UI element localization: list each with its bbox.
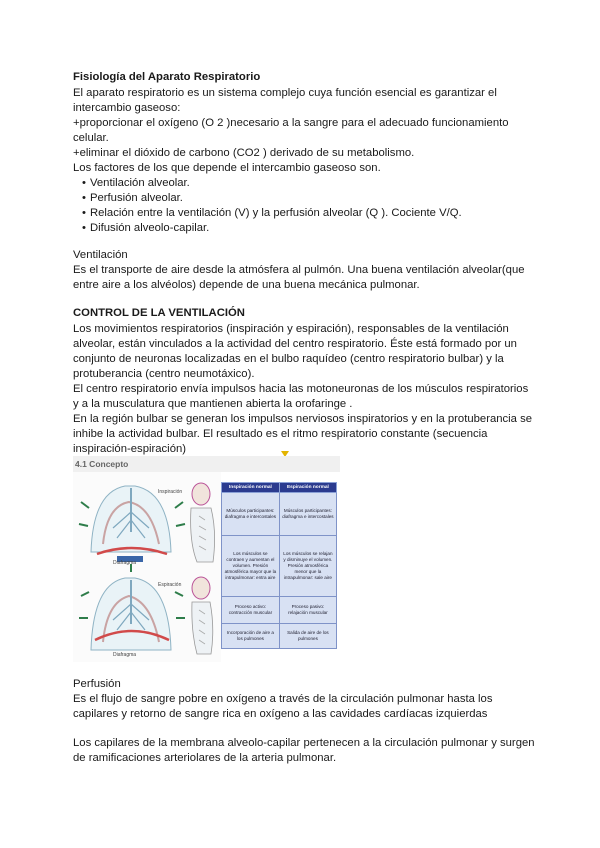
table-header-cell: Inspiración normal (222, 483, 280, 493)
intro-line: celular. (73, 132, 109, 144)
control-line: y a la musculatura que mantienen abierta la orofaringe . (73, 398, 353, 410)
intro-line: intercambio gaseoso: (73, 102, 181, 114)
table-row (222, 597, 337, 624)
factor-list-item: • Relación entre la ventilación (V) y la perfusión alveolar (Q ). Cociente V/Q. (82, 206, 462, 221)
intro-line: Los factores de los que depende el intercambio gaseoso son. (73, 162, 381, 174)
inspiration-label: Inspiración (158, 489, 183, 495)
diaphragm-label: Diafragma (113, 652, 137, 658)
ventilacion-heading: Ventilación (73, 249, 128, 261)
table-cell: Proceso activo: contracción muscular (222, 597, 280, 624)
thorax-illustration (73, 472, 221, 662)
control-line: inhibe la actividad bulbar. El resultado es el ritmo respiratorio constante (secuencia (73, 428, 488, 440)
respiration-figure (73, 456, 338, 661)
perfusion-line: Es el flujo de sangre pobre en oxígeno a través de la circulación pulmonar hasta los (73, 693, 493, 705)
ventilacion-line: Es el transporte de aire desde la atmósfera al pulmón. Una buena ventilación alveolar(que (73, 264, 525, 276)
factor-list-item: • Perfusión alveolar. (82, 191, 183, 206)
table-cell: Proceso pasivo: relajación muscular (279, 597, 336, 624)
intro-line: +eliminar el dióxido de carbono (CO2 ) derivado de su metabolismo. (73, 147, 415, 159)
table-cell: Incorporación de aire a los pulmones (222, 624, 280, 649)
table-header-cell: Espiración normal (279, 483, 336, 493)
table-cell: Músculos participantes: diafragma e intercostales (279, 493, 336, 536)
table-cell: Salida de aire de los pulmones (279, 624, 336, 649)
inspiration-expiration-table (221, 482, 337, 649)
capilares-line: Los capilares de la membrana alveolo-capilar pertenecen a la circulación pulmonar y surgen (73, 737, 535, 749)
diaphragm-label: Diafragma (113, 560, 137, 566)
expiration-label: Espiración (158, 582, 182, 588)
table-cell: Los músculos se relajan y disminuye el volumen. Presión atmosférica menor que la intrapulmonar: sale aire (279, 536, 336, 597)
table-row (222, 624, 337, 649)
control-line: El centro respiratorio envía impulsos hacia las motoneuronas de los músculos respiratorios (73, 383, 529, 395)
capilares-line: de ramificaciones arteriolares de la arteria pulmonar. (73, 752, 337, 764)
table-header-row (222, 483, 337, 493)
document-title: Fisiología del Aparato Respiratorio (73, 71, 261, 83)
factor-list-item: • Ventilación alveolar. (82, 176, 190, 191)
control-line: protuberancia (centro neumotáxico). (73, 368, 255, 380)
control-line: alveolar, están vinculados a la actividad del centro respiratorio. Éste está formado por un (73, 338, 517, 350)
table-cell: Músculos participantes: diafragma e intercostales (222, 493, 280, 536)
perfusion-line: capilares y retorno de sangre rica en oxígeno a las cavidades cardíacas izquierdas (73, 708, 488, 720)
control-line: Los movimientos respiratorios (inspiración y espiración), responsables de la ventilación (73, 323, 509, 335)
ventilacion-line: entre aire a los alvéolos) depende de una buena mecánica pulmonar. (73, 279, 420, 291)
intro-line: +proporcionar el oxígeno (O 2 )necesario a la sangre para el adecuado funcionamiento (73, 117, 509, 129)
intro-line: El aparato respiratorio es un sistema complejo cuya función esencial es garantizar el (73, 87, 497, 99)
control-line: inspiración-espiración) (73, 443, 187, 455)
table-row (222, 536, 337, 597)
perfusion-heading: Perfusión (73, 678, 121, 690)
figure-title: 4.1 Concepto (73, 456, 340, 472)
control-line: En la región bulbar se generan los impulsos nerviosos inspiratorios y en la protuberancia se (73, 413, 533, 425)
control-heading: CONTROL DE LA VENTILACIÓN (73, 307, 245, 319)
factor-list-item: • Difusión alveolo-capilar. (82, 221, 209, 236)
table-row (222, 493, 337, 536)
table-cell: Los músculos se contraen y aumentan el volumen. Presión atmosférica mayor que la intrapulmonar: entra aire (222, 536, 280, 597)
control-line: conjunto de neuronas localizadas en el bulbo raquídeo (centro respiratorio bulbar) y la (73, 353, 504, 365)
